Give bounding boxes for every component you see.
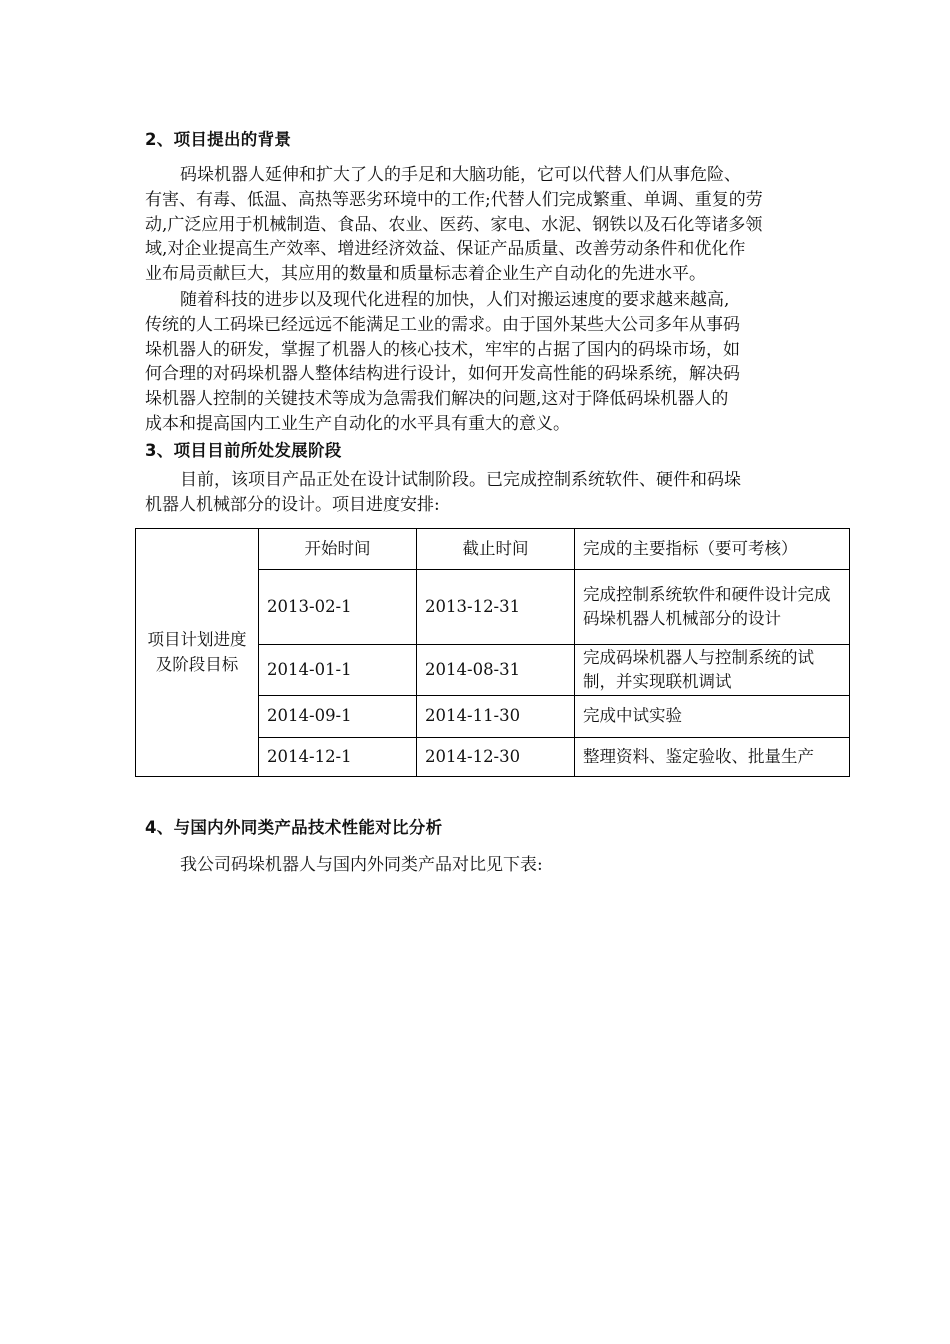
section-4-heading: 4、与国内外同类产品技术性能对比分析 — [145, 818, 443, 837]
text-line: 何合理的对码垛机器人整体结构进行设计，如何开发高性能的码垛系统，解决码 — [145, 364, 740, 385]
start-date-cell: 2014-01-1 — [259, 645, 417, 696]
section-2-paragraph-1 — [145, 163, 817, 287]
section-4-paragraph — [145, 853, 817, 878]
text-line: 成本和提高国内工业生产自动化的水平具有重大的意义。 — [145, 413, 570, 434]
text-line: 垛机器人的研发，掌握了机器人的核心技术，牢牢的占据了国内的码垛市场，如 — [145, 339, 740, 360]
text-line: 域,对企业提高生产效率、增进经济效益、保证产品质量、改善劳动条件和优化作 — [145, 239, 746, 260]
text-line: 码垛机器人延伸和扩大了人的手足和大脑功能，它可以代替人们从事危险、 — [180, 165, 741, 185]
schedule-table — [135, 528, 850, 777]
goal-cell: 完成控制系统软件和硬件设计完成码垛机器人机械部分的设计 — [575, 570, 850, 645]
text-line: 有害、有毒、低温、高热等恶劣环境中的工作;代替人们完成繁重、单调、重复的劳 — [145, 189, 763, 210]
text-line: 我公司码垛机器人与国内外同类产品对比见下表: — [180, 855, 543, 875]
goal-cell: 整理资料、鉴定验收、批量生产 — [575, 738, 850, 777]
start-date-cell: 2014-09-1 — [259, 696, 417, 738]
end-date-cell: 2014-12-30 — [417, 738, 575, 777]
text-line: 随着科技的进步以及现代化进程的加快，人们对搬运速度的要求越来越高, — [180, 290, 730, 310]
section-3-paragraph — [145, 468, 817, 518]
goal-cell: 完成中试实验 — [575, 696, 850, 738]
section-3-heading: 3、项目目前所处发展阶段 — [145, 441, 342, 460]
text-line: 业布局贡献巨大，其应用的数量和质量标志着企业生产自动化的先进水平。 — [145, 264, 706, 285]
text-line: 传统的人工码垛已经远远不能满足工业的需求。由于国外某些大公司多年从事码 — [145, 314, 740, 335]
start-date-cell: 2013-02-1 — [259, 570, 417, 645]
end-date-cell: 2014-08-31 — [417, 645, 575, 696]
header-end-time: 截止时间 — [417, 529, 575, 570]
section-2-heading: 2、项目提出的背景 — [145, 130, 292, 149]
header-start-time: 开始时间 — [259, 529, 417, 570]
end-date-cell: 2013-12-31 — [417, 570, 575, 645]
text-line: 目前，该项目产品正处在设计试制阶段。已完成控制系统软件、硬件和码垛 — [180, 470, 741, 490]
section-2-paragraph-2 — [145, 288, 817, 437]
table-header-row — [136, 529, 850, 570]
text-line: 动,广泛应用于机械制造、食品、农业、医药、家电、水泥、钢铁以及石化等诸多领 — [145, 214, 763, 235]
end-date-cell: 2014-11-30 — [417, 696, 575, 738]
text-line: 垛机器人控制的关键技术等成为急需我们解决的问题,这对于降低码垛机器人的 — [145, 389, 729, 410]
header-main-goal: 完成的主要指标（要可考核） — [575, 529, 850, 570]
goal-cell: 完成码垛机器人与控制系统的试制，并实现联机调试 — [575, 645, 850, 696]
start-date-cell: 2014-12-1 — [259, 738, 417, 777]
row-label-cell: 项目计划进度及阶段目标 — [136, 529, 259, 777]
text-line: 机器人机械部分的设计。项目进度安排: — [145, 494, 440, 515]
